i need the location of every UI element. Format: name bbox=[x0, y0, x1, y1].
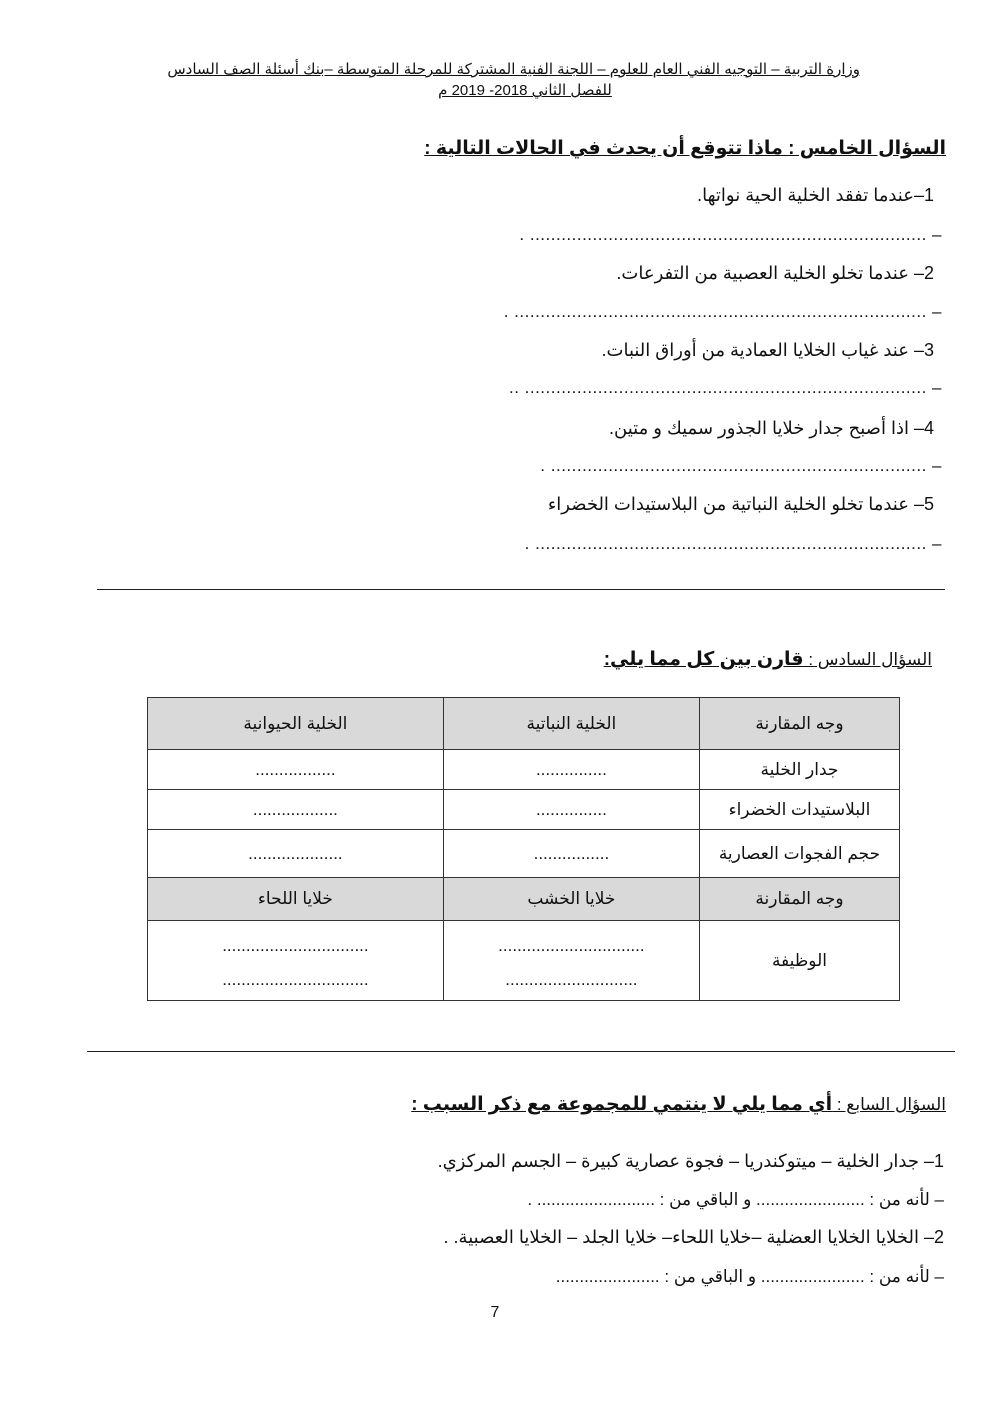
table-row bbox=[148, 830, 900, 878]
table1-row2-label: البلاستيدات الخضراء bbox=[699, 790, 899, 830]
table1-header-animal: الخلية الحيوانية bbox=[148, 698, 444, 750]
q7-title bbox=[411, 1093, 946, 1116]
table2-header-aspect: وجه المقارنة bbox=[699, 878, 899, 921]
q5-title: السؤال الخامس : ماذا تتوقع أن يحدث في الحالات التالية : bbox=[424, 138, 946, 159]
table2-header-xylem: خلايا الخشب bbox=[443, 878, 699, 921]
q5-item-5: 5– عندما تخلو الخلية النباتية من البلاستيدات الخضراء bbox=[547, 494, 934, 514]
table1-row1-label: جدار الخلية bbox=[699, 750, 899, 790]
table2-phloem-line2[interactable]: ............................... bbox=[222, 969, 369, 989]
table1-row3-label: حجم الفجوات العصارية bbox=[699, 830, 899, 878]
q5-item-4: 4– اذا أصبح جدار خلايا الجذور سميك و متين. bbox=[609, 418, 934, 438]
q5-item-3: 3– عند غياب الخلايا العمادية من أوراق النبات. bbox=[601, 340, 934, 360]
q7-reason-1[interactable]: – لأنه من : ....................... و الباقي من : ......................... . bbox=[527, 1190, 944, 1209]
table-row bbox=[148, 921, 900, 1001]
q5-answer-2[interactable]: – ............................................................................... . bbox=[503, 302, 942, 321]
header-line-1: وزارة التربية – التوجيه الفني العام للعلوم – اللجنة الفنية المشتركة للمرحلة المتوسطة –بنك أسئلة الصف السادس bbox=[167, 61, 860, 78]
q6-title-prefix: السؤال السادس : bbox=[803, 650, 932, 669]
q5-answer-5[interactable]: – ........................................................................... . bbox=[524, 534, 942, 553]
table1-row3-plant[interactable]: ................ bbox=[443, 830, 699, 878]
q7-title-prefix: السؤال السابع : bbox=[832, 1095, 946, 1114]
table2-xylem-line1[interactable]: ............................... bbox=[498, 935, 645, 955]
q6-title bbox=[604, 648, 932, 671]
q5-item-2: 2– عندما تخلو الخلية العصبية من التفرعات. bbox=[616, 263, 934, 283]
table1-row2-animal[interactable]: .................. bbox=[148, 790, 444, 830]
table2-header-phloem: خلايا اللحاء bbox=[148, 878, 444, 921]
table2-function-label: الوظيفة bbox=[699, 921, 899, 1001]
q7-item-1: 1– جدار الخلية – ميتوكندريا – فجوة عصارية كبيرة – الجسم المركزي. bbox=[437, 1151, 944, 1171]
q7-reason-2[interactable]: – لأنه من : ...................... و الباقي من : ...................... bbox=[555, 1267, 944, 1286]
table2-phloem-answer[interactable] bbox=[148, 921, 444, 1001]
table2-xylem-line2[interactable]: ............................ bbox=[505, 969, 638, 989]
divider-2 bbox=[87, 1051, 955, 1052]
table2-phloem-line1[interactable]: ............................... bbox=[222, 935, 369, 955]
table-row bbox=[148, 750, 900, 790]
q5-item-1: 1–عندما تفقد الخلية الحية نواتها. bbox=[697, 185, 934, 205]
table1-row3-animal[interactable]: .................... bbox=[148, 830, 444, 878]
table2-xylem-answer[interactable] bbox=[443, 921, 699, 1001]
table1-row2-plant[interactable]: ............... bbox=[443, 790, 699, 830]
page-number: 7 bbox=[490, 1304, 500, 1321]
q6-title-main: قارن بين كل مما يلي: bbox=[603, 649, 804, 670]
q5-answer-3[interactable]: – ............................................................................. .. bbox=[508, 378, 942, 397]
q7-title-main: أي مما يلي لا ينتمي للمجموعة مع ذكر السبب : bbox=[411, 1094, 833, 1115]
q5-answer-1[interactable]: – ............................................................................ . bbox=[519, 225, 942, 244]
q5-answer-4[interactable]: – ........................................................................ . bbox=[540, 456, 942, 475]
table1-row1-plant[interactable]: ............... bbox=[443, 750, 699, 790]
table1-header-plant: الخلية النباتية bbox=[443, 698, 699, 750]
table1-row1-animal[interactable]: ................. bbox=[148, 750, 444, 790]
table1-header-aspect: وجه المقارنة bbox=[699, 698, 899, 750]
table2-header-row bbox=[148, 878, 900, 921]
comparison-table bbox=[147, 697, 900, 1001]
table1-header-row bbox=[148, 698, 900, 750]
table-row bbox=[148, 790, 900, 830]
q7-item-2: 2– الخلايا الخلايا العضلية –خلايا اللحاء– خلايا الجلد – الخلايا العصبية. . bbox=[443, 1227, 944, 1247]
header-line-2: للفصل الثاني 2018- 2019 م bbox=[438, 82, 612, 99]
divider-1 bbox=[97, 589, 945, 590]
